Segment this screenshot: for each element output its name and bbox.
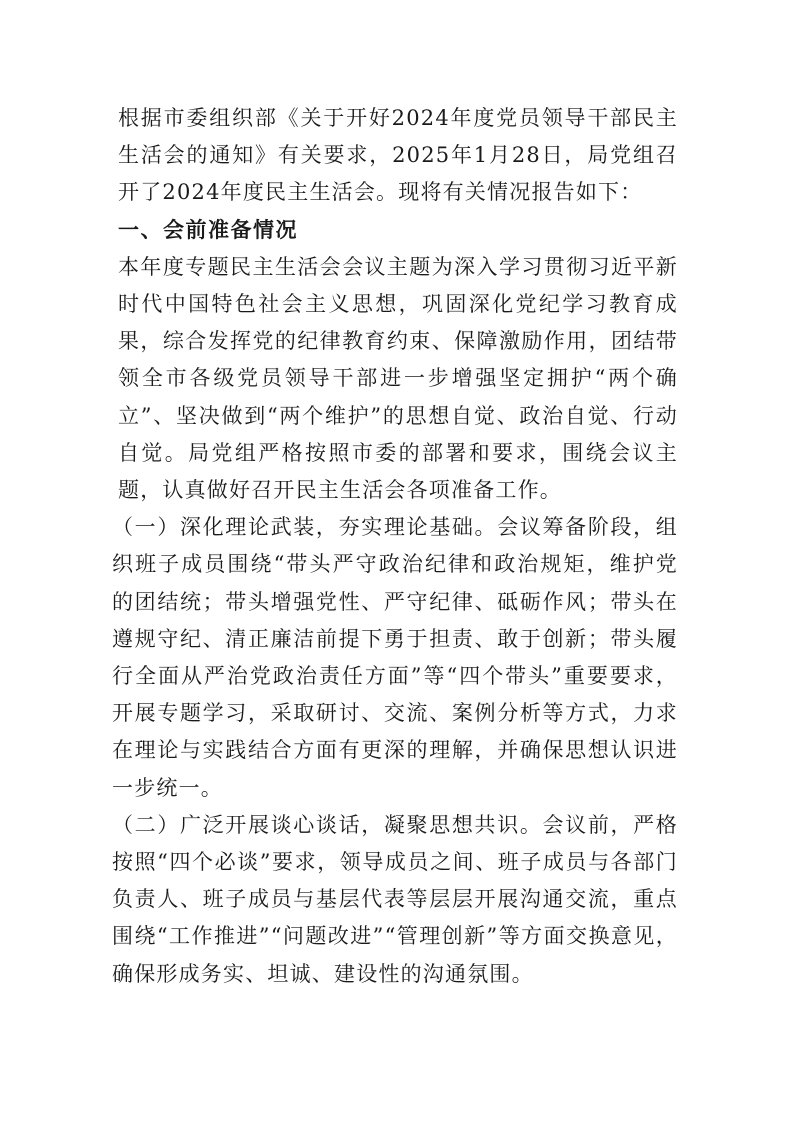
intro-paragraph: 根据市委组织部《关于开好2024年度党员领导干部民主生活会的通知》有关要求，2025年1月28日，局党组召开了2024年度民主生活会。现将有关情况报告如下： <box>118 106 678 205</box>
subsection-paragraph-theory: （一）深化理论武装，夯实理论基础。会议筹备阶段，组织班子成员围绕“带头严守政治纪律和政治规矩，维护党的团结统；带头增强党性、严守纪律、砥砺作风；带头在遵规守纪、清正廉洁前提下勇于担责、敢于创新；带头履行全面从严治党政治责任方面”等“四个带头”重要要求，开展专题学习，采取研讨、交流、案例分析等方式，力求在理论与实践结合方面有更深的理解，并确保思想认识进一步统一。 <box>112 515 678 800</box>
section-heading-preparation: 一、会前准备情况 <box>118 217 298 242</box>
document-body <box>112 100 678 993</box>
section-paragraph-preparation: 本年度专题民主生活会会议主题为深入学习贯彻习近平新时代中国特色社会主义思想，巩固深化党纪学习教育成果，综合发挥党的纪律教育约束、保障激励作用，团结带领全市各级党员领导干部进一步增强坚定拥护“两个确立”、坚决做到“两个维护”的思想自觉、政治自觉、行动自觉。局党组严格按照市委的部署和要求，围绕会议主题，认真做好召开民主生活会各项准备工作。 <box>118 254 678 503</box>
subsection-paragraph-talks: （二）广泛开展谈心谈话，凝聚思想共识。会议前，严格按照“四个必谈”要求，领导成员之间、班子成员与各部门负责人、班子成员与基层代表等层层开展沟通交流，重点围绕“工作推进”“问题改进”“管理创新”等方面交换意见，确保形成务实、坦诚、建设性的沟通氛围。 <box>112 812 678 986</box>
